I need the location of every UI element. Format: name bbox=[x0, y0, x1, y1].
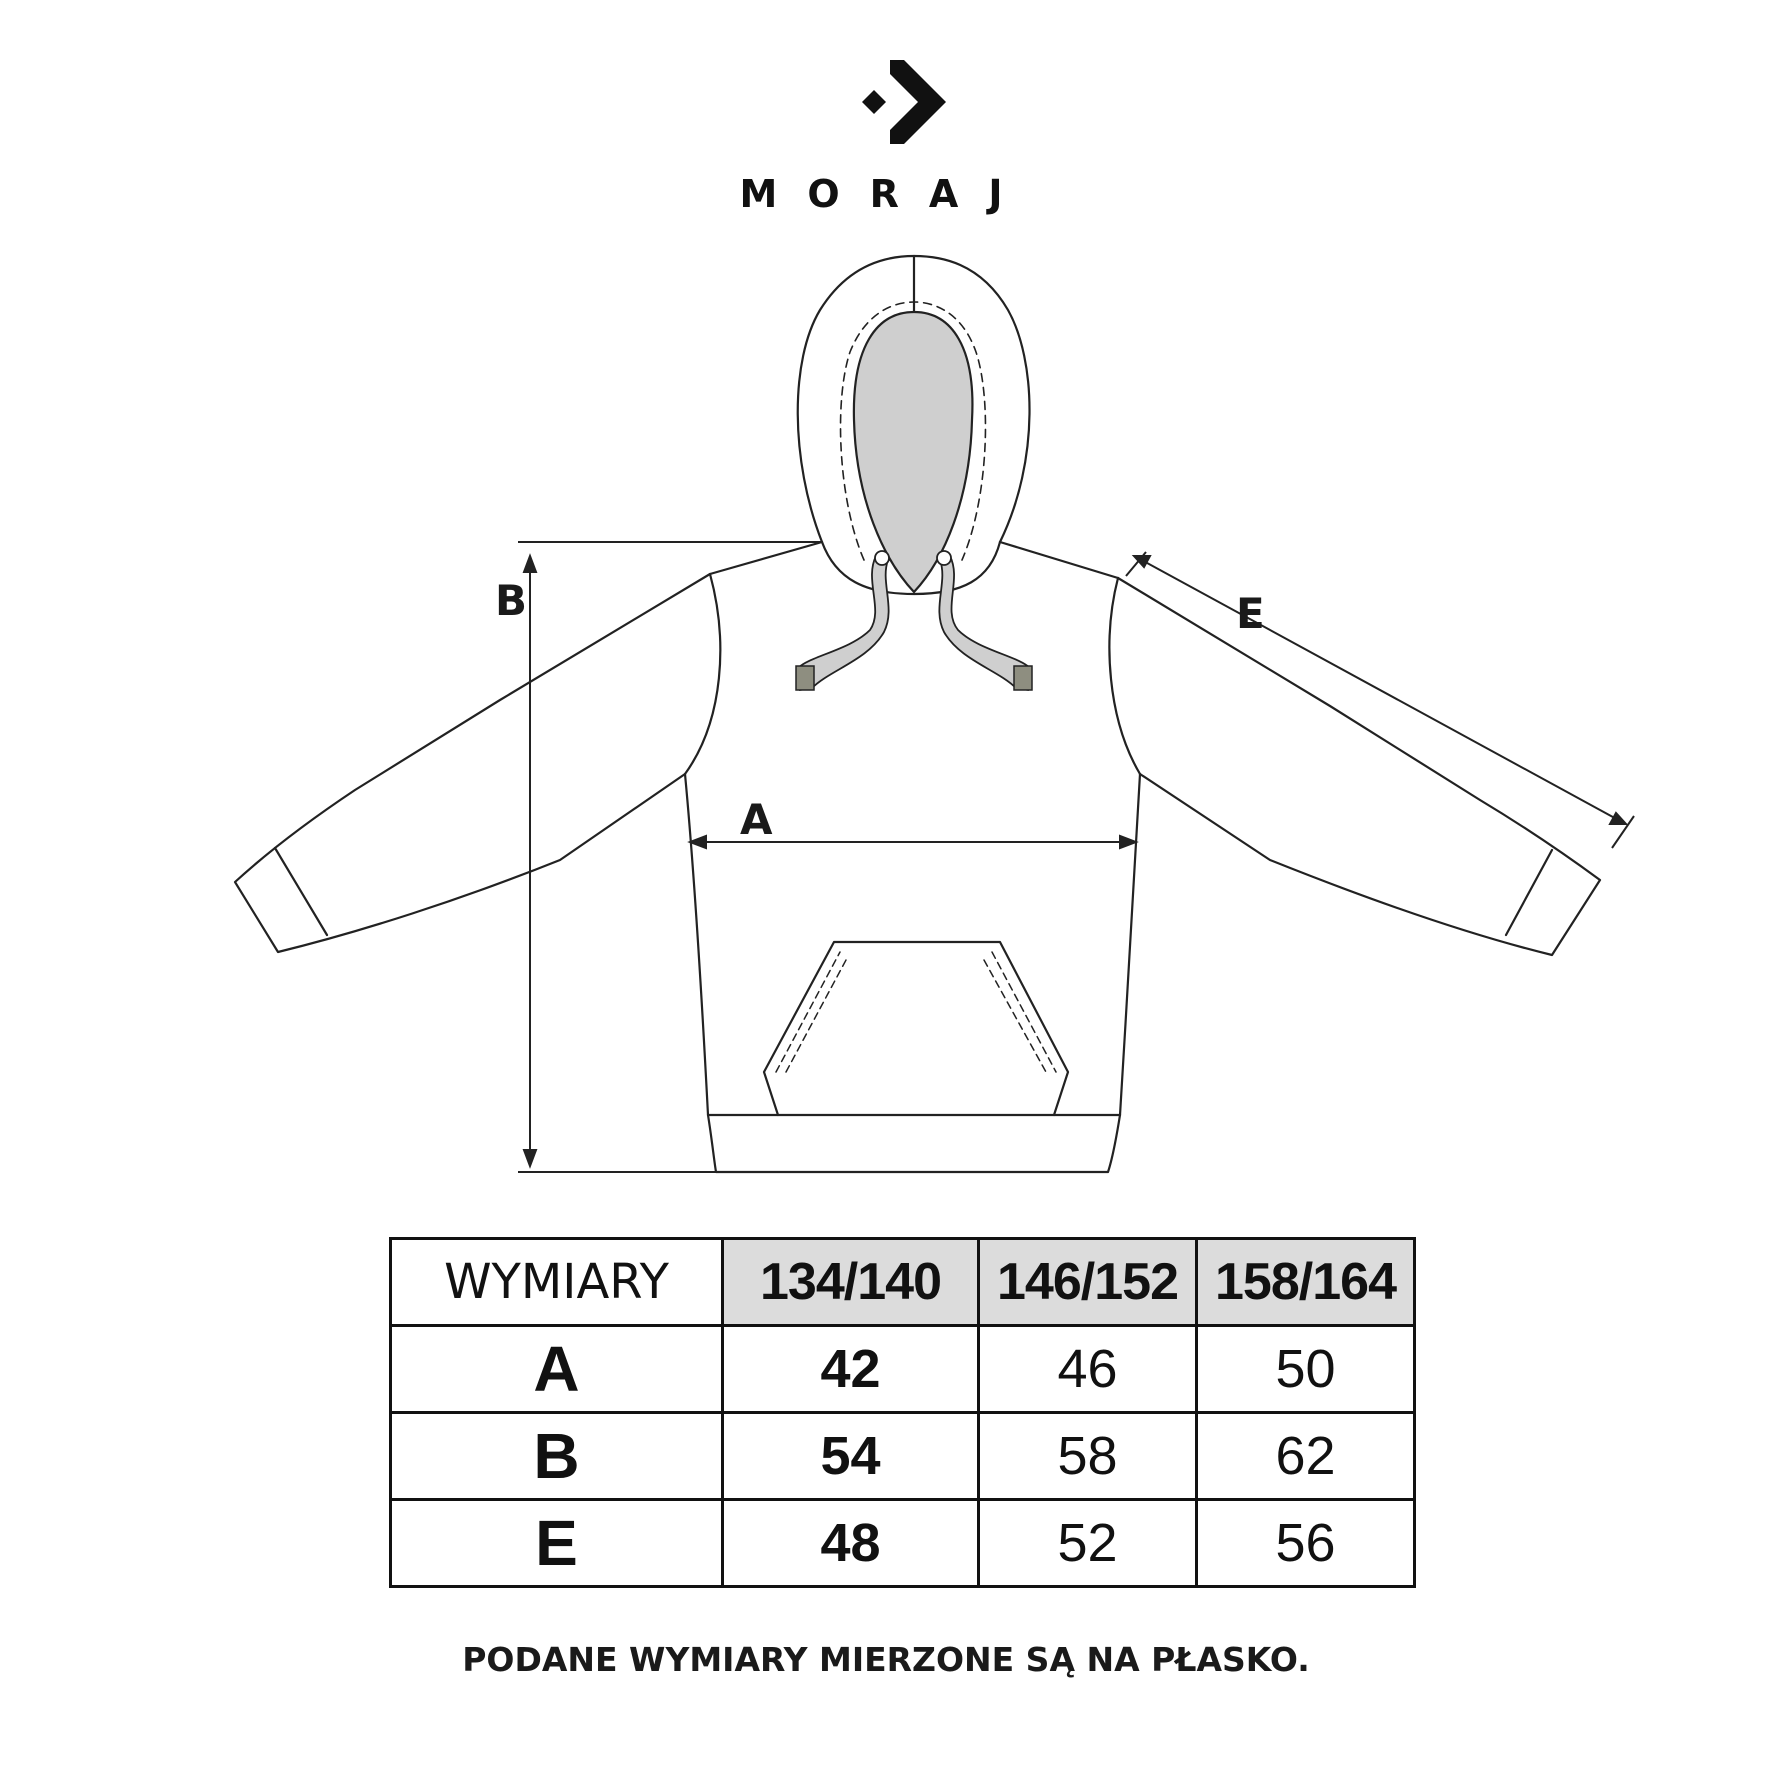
right-sleeve bbox=[1118, 578, 1600, 955]
table-cell: 58 bbox=[979, 1413, 1197, 1500]
table-cell: 42 bbox=[723, 1326, 979, 1413]
table-row bbox=[391, 1413, 1415, 1500]
table-cell: 48 bbox=[723, 1500, 979, 1587]
table-cell: 46 bbox=[979, 1326, 1197, 1413]
table-row bbox=[391, 1500, 1415, 1587]
table-cell: 50 bbox=[1197, 1326, 1415, 1413]
measurement-note: PODANE WYMIARY MIERZONE SĄ NA PŁASKO. bbox=[462, 1640, 1310, 1679]
hood-opening bbox=[854, 312, 973, 592]
label-b: B bbox=[495, 576, 528, 625]
left-sleeve bbox=[235, 574, 710, 952]
row-label: E bbox=[391, 1500, 723, 1587]
table-cell: 52 bbox=[979, 1500, 1197, 1587]
table-header-size: 134/140 bbox=[723, 1239, 979, 1326]
table-cell: 56 bbox=[1197, 1500, 1415, 1587]
table-cell: 62 bbox=[1197, 1413, 1415, 1500]
table-cell: 54 bbox=[723, 1413, 979, 1500]
label-e: E bbox=[1236, 589, 1265, 638]
size-table bbox=[389, 1237, 1416, 1588]
table-header-size: 146/152 bbox=[979, 1239, 1197, 1326]
table-header-row bbox=[391, 1239, 1415, 1326]
row-label: B bbox=[391, 1413, 723, 1500]
brand-name: MORAJ bbox=[739, 172, 1033, 216]
left-shoulder bbox=[710, 542, 822, 574]
table-header-size: 158/164 bbox=[1197, 1239, 1415, 1326]
table-header-label: WYMIARY bbox=[391, 1239, 723, 1326]
table-row bbox=[391, 1326, 1415, 1413]
row-label: A bbox=[391, 1326, 723, 1413]
right-shoulder bbox=[1000, 542, 1118, 578]
label-a: A bbox=[740, 795, 773, 844]
